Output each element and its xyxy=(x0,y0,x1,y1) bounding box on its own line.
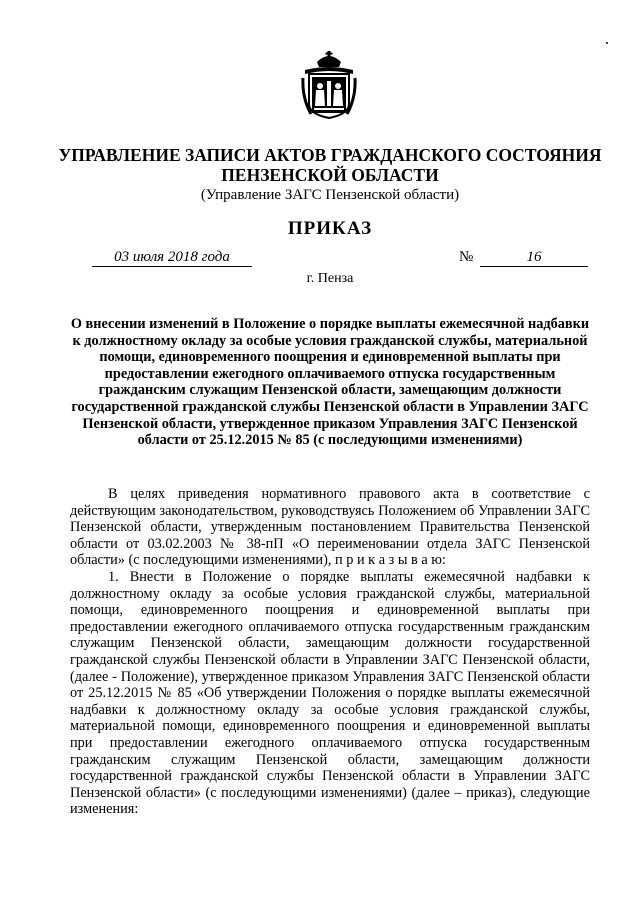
organization-short-name: (Управление ЗАГС Пензенской области) xyxy=(200,187,460,203)
order-subject: О внесении изменений в Положение о порядке выплаты ежемесячной надбавки к должностному окладу за особые условия гражданской службы, материальной помощи, единовременного поощрения и единовременной выплаты при предоставлении ежегодного оплачиваемого отпуска государственным гражданским служащим Пензенской области, замещающим должности государственной гражданской службы Пензенской области в Управлении ЗАГС Пензенской области, утвержденное приказом Управления ЗАГС Пензенской области от 25.12.2015 № 85 (с последующими изменениями) xyxy=(70,316,590,449)
body-paragraph-preamble: В целях приведения нормативного правового акта в соответствие с действующим законодательством, руководствуясь Положением об Управлении ЗАГС Пензенской области, утвержденным постановлением Правительства Пензенской области от 03.02.2003 № 38-пП «О переименовании отдела ЗАГС Пензенской области» (с последующими изменениями), п р и к а з ы в а ю: xyxy=(70,486,590,569)
order-number: 16 xyxy=(480,248,588,267)
scan-speck xyxy=(606,42,608,44)
body-paragraph-item-1: 1. Внести в Положение о порядке выплаты ежемесячной надбавки к должностному окладу за особые условия гражданской службы, материальной помощи, единовременного поощрения и единовременной выплаты при предоставлении ежегодного оплачиваемого отпуска государственным гражданским служащим Пензенской области, замещающим должности государственной гражданской службы Пензенской области в Управлении ЗАГС Пензенской области, (далее - Положение), утвержденное приказом Управления ЗАГС Пензенской области от 25.12.2015 № 85 «Об утверждении Положения о порядке выплаты ежемесячной надбавки к должностному окладу за особые условия гражданской службы, материальной помощи, единовременного поощрения и единовременной выплаты при предоставлении ежегодного оплачиваемого отпуска государственным гражданским служащим Пензенской области, замещающим должности государственной гражданской службы Пензенской области в Управлении ЗАГС Пензенской области» (с последующими изменениями) (далее – приказ), следующие изменения: xyxy=(70,568,590,818)
organization-name-line2: ПЕНЗЕНСКОЙ ОБЛАСТИ xyxy=(221,165,439,185)
order-body xyxy=(70,486,590,818)
coat-of-arms-icon xyxy=(301,50,357,120)
number-sign: № xyxy=(459,249,474,265)
document-type-title: ПРИКАЗ xyxy=(287,218,373,239)
organization-name-line1: УПРАВЛЕНИЕ ЗАПИСИ АКТОВ ГРАЖДАНСКОГО СОСТОЯНИЯ xyxy=(58,145,602,165)
order-date: 03 июля 2018 года xyxy=(92,248,252,267)
city-line: г. Пенза xyxy=(306,271,354,286)
